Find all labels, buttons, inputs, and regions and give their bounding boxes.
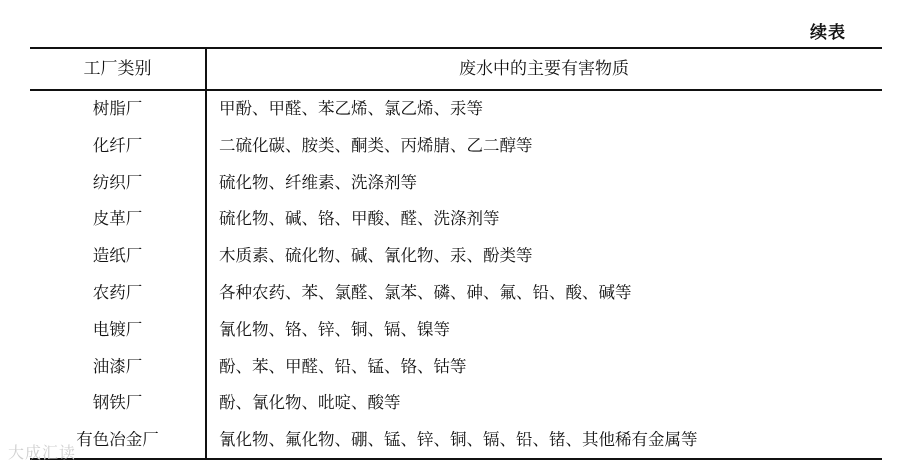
factory-category-cell: 电镀厂 [92,319,143,339]
table-row [30,201,882,238]
harmful-substances-cell: 氰化物、氟化物、硼、锰、锌、铜、镉、铅、锗、其他稀有金属等 [219,430,698,450]
harmful-substances-cell: 酚、苯、甲醛、铅、锰、铬、钴等 [219,356,467,376]
header-category: 工厂类别 [83,59,152,79]
harmful-substances-cell: 酚、氰化物、吡啶、酸等 [219,393,401,413]
table-row [30,312,882,349]
factory-category-cell: 纺织厂 [92,172,143,192]
harmful-substances-cell: 硫化物、纤维素、洗涤剂等 [219,172,417,192]
harmful-substances-cell: 硫化物、碱、铬、甲酸、醛、洗涤剂等 [219,209,500,229]
table-row [30,128,882,165]
factory-category-cell: 钢铁厂 [92,393,143,413]
factory-category-cell: 有色冶金厂 [76,430,159,450]
watermark: 大成汇读 [8,443,77,462]
harmful-substances-cell: 各种农药、苯、氯醛、氯苯、磷、砷、氟、铅、酸、碱等 [219,283,632,302]
harmful-substances-cell: 木质素、硫化物、碱、氰化物、汞、酚类等 [219,246,533,266]
factory-category-cell: 树脂厂 [92,99,143,118]
table-row [30,422,882,459]
factory-category-cell: 化纤厂 [92,135,143,155]
table-row [30,165,882,202]
table-row [30,238,882,275]
factory-category-cell: 农药厂 [92,283,143,302]
table-row [30,349,882,386]
header-substances: 废水中的主要有害物质 [459,59,629,79]
table-row [30,275,882,312]
table-row [30,91,882,128]
factory-category-cell: 皮革厂 [92,209,143,229]
harmful-substances-cell: 二硫化碳、胺类、酮类、丙烯腈、乙二醇等 [219,135,533,155]
harmful-substances-cell: 氰化物、铬、锌、铜、镉、镍等 [219,319,450,339]
factory-category-cell: 造纸厂 [92,246,143,266]
table-row [30,385,882,422]
factory-category-cell: 油漆厂 [92,356,143,376]
harmful-substances-cell: 甲酚、甲醛、苯乙烯、氯乙烯、汞等 [219,99,483,118]
continued-label: 续表 [810,23,846,43]
